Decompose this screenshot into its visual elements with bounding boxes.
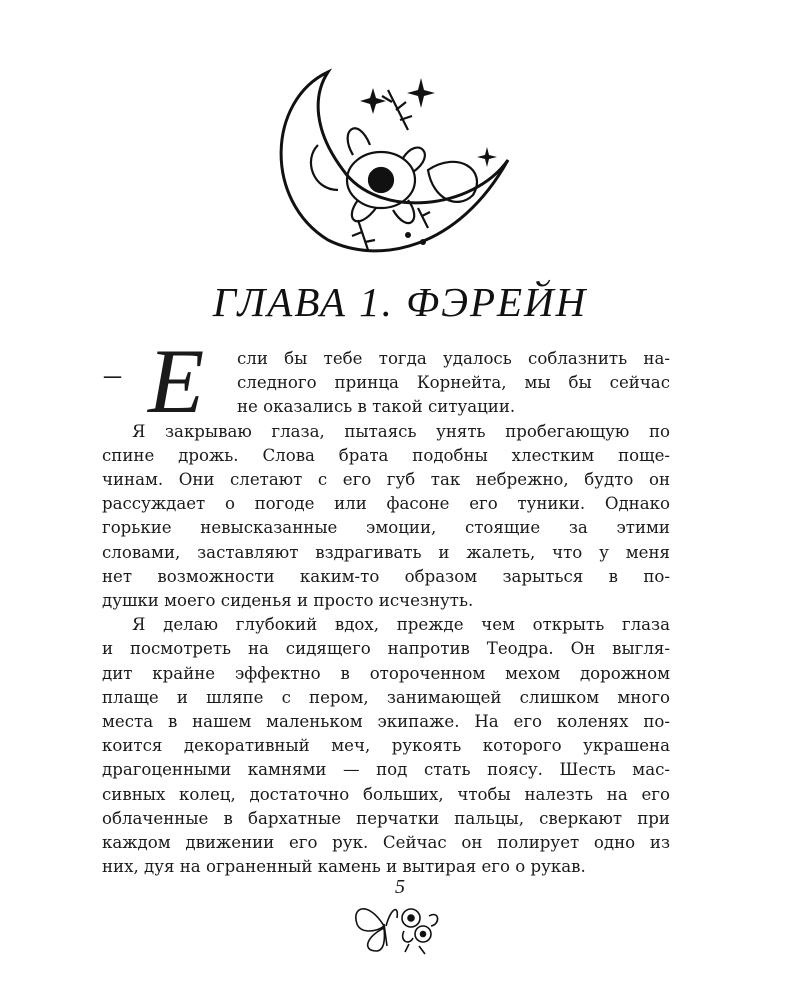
text-line: спине дрожь. Слова брата подобны хлестким поще-: [102, 445, 670, 465]
text-line: и посмотреть на сидящего напротив Теодра. Он выгля-: [102, 639, 670, 659]
dialogue-dash: –: [104, 356, 121, 393]
text-line: душки моего сиденья и просто исчезнуть.: [102, 591, 474, 611]
butterfly-flower-icon: [349, 896, 449, 956]
crescent-moon-flower-icon: [258, 60, 528, 260]
text-line: сли бы тебе тогда удалось соблазнить на-: [237, 349, 670, 368]
chapter-body: [102, 330, 670, 879]
text-line: облаченные в бархатные перчатки пальцы, сверкают при: [102, 808, 670, 828]
paragraph: [102, 613, 670, 879]
text-line: них, дуя на ограненный камень и вытирая его о рукав.: [102, 857, 586, 877]
text-line: горькие невысказанные эмоции, стоящие за этими: [102, 518, 670, 538]
text-line: дит крайне эффектно в отороченном мехом дорожном: [102, 663, 670, 683]
text-line: Я делаю глубокий вдох, прежде чем открыть глаза: [132, 615, 670, 635]
paragraph: [102, 420, 670, 614]
chapter-title: ГЛАВА 1. ФЭРЕЙН: [212, 279, 588, 325]
text-line: места в нашем маленьком экипаже. На его коленях по-: [102, 712, 670, 732]
text-line: чинам. Они слетают с его губ так небрежно, будто он: [102, 470, 670, 489]
text-line: нет возможности каким-то образом зарыться в по-: [102, 566, 670, 586]
text-line: сивных колец, достаточно больших, чтобы налезть на его: [102, 784, 670, 804]
text-line: следного принца Корнейта, мы бы сейчас: [237, 373, 670, 393]
text-line: драгоценными камнями — под стать поясу. Шесть мас-: [102, 760, 670, 780]
text-line: плаще и шляпе с пером, занимающей слишком много: [102, 687, 670, 707]
text-line: словами, заставляют вздрагивать и жалеть, что у меня: [102, 542, 670, 562]
text-line: Я закрываю глаза, пытаясь унять пробегающую по: [132, 421, 670, 441]
text-line: каждом движении его рук. Сейчас он полирует одно из: [102, 833, 670, 853]
text-line: не оказались в такой ситуации.: [237, 397, 516, 417]
text-line: коится декоративный меч, рукоять которого украшена: [102, 736, 670, 756]
drop-cap-letter: Е: [148, 330, 205, 432]
page-number: 5: [395, 876, 405, 898]
text-line: рассуждает о погоде или фасоне его туники. Однако: [102, 494, 670, 514]
